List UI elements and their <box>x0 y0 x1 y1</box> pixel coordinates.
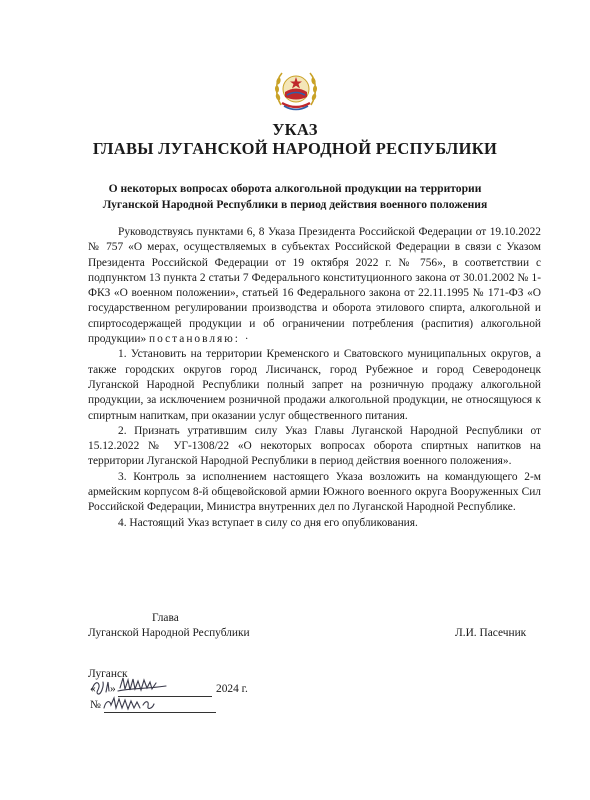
decree-item-3: 3. Контроль за исполнением настоящего Указа возложить на командующего 2-м армейским корпусом 8-й общевойсковой армии Южного военного округа Вооруженных Сил Российской Федерации, Министра внутренних дел по Луганской Народной Республике. <box>88 470 541 514</box>
number-sign: № <box>90 699 101 711</box>
preamble-text: Руководствуясь пунктами 6, 8 Указа Президента Российской Федерации от 19.10.2022 № 757 «О мерах, осуществляемых в субъектах Российской Федерации в связи с Указом Президента Российской Федерации от 19 октября 2022 г. № 756», в соответствии с подпунктом 13 пункта 2 статьи 7 Федерального конституционного закона от 30.01.2002 № 1-ФКЗ «О военном положении», статьей 16 Федерального закона от 22.11.1995 № 171-ФЗ «О государственном регулировании производства и оборота этилового спирта, алкогольной и спиртосодержащей продукции и об ограничении потребления (распития) алкогольной продукции» <box>88 226 541 346</box>
date-open-quote: « <box>90 683 96 695</box>
subject-line-1: О некоторых вопросах оборота алкогольной продукции на территории <box>108 182 482 195</box>
decree-subject <box>75 181 515 213</box>
decree-item-1: 1. Установить на территории Кременского и Сватовского муниципальных округов, а также городских округов город Лисичанск, город Рубежное и город Северодонецк Луганской Народной Республики полный запрет на розничную продажу алкогольной продукции, за исключением розничной продажи алкогольной продукции, не относящуюся к спиртным напиткам, при оказании услуг общественного питания. <box>88 348 541 422</box>
date-close-quote: » <box>110 683 116 695</box>
issue-place: Луганск <box>88 668 128 680</box>
coat-of-arms-emblem <box>273 63 319 113</box>
signatory-name: Л.И. Пасечник <box>455 627 527 639</box>
decree-item-2: 2. Признать утратившим силу Указ Главы Луганской Народной Республики от 15.12.2022 № УГ-1308/22 «О некоторых вопросах оборота спиртных напитков на территории Луганской Народной Республики в период действия военного положения». <box>88 424 541 468</box>
decree-title: УКАЗ <box>272 120 318 139</box>
issuer-title: ГЛАВЫ ЛУГАНСКОЙ НАРОДНОЙ РЕСПУБЛИКИ <box>92 139 498 158</box>
subject-line-2: Луганской Народной Республики в период действия военного положения <box>102 198 488 211</box>
decree-item-4: 4. Настоящий Указ вступает в силу со дня его опубликования. <box>118 516 418 529</box>
signatory-title: Глава <box>152 612 179 624</box>
signatory-organization: Луганской Народной Республики <box>88 627 250 639</box>
handwritten-date-and-number <box>86 672 186 716</box>
decree-body <box>88 225 541 531</box>
decree-word: постановляю: · <box>149 333 251 346</box>
preamble-paragraph <box>88 225 541 347</box>
issue-year: 2024 г. <box>216 683 248 695</box>
